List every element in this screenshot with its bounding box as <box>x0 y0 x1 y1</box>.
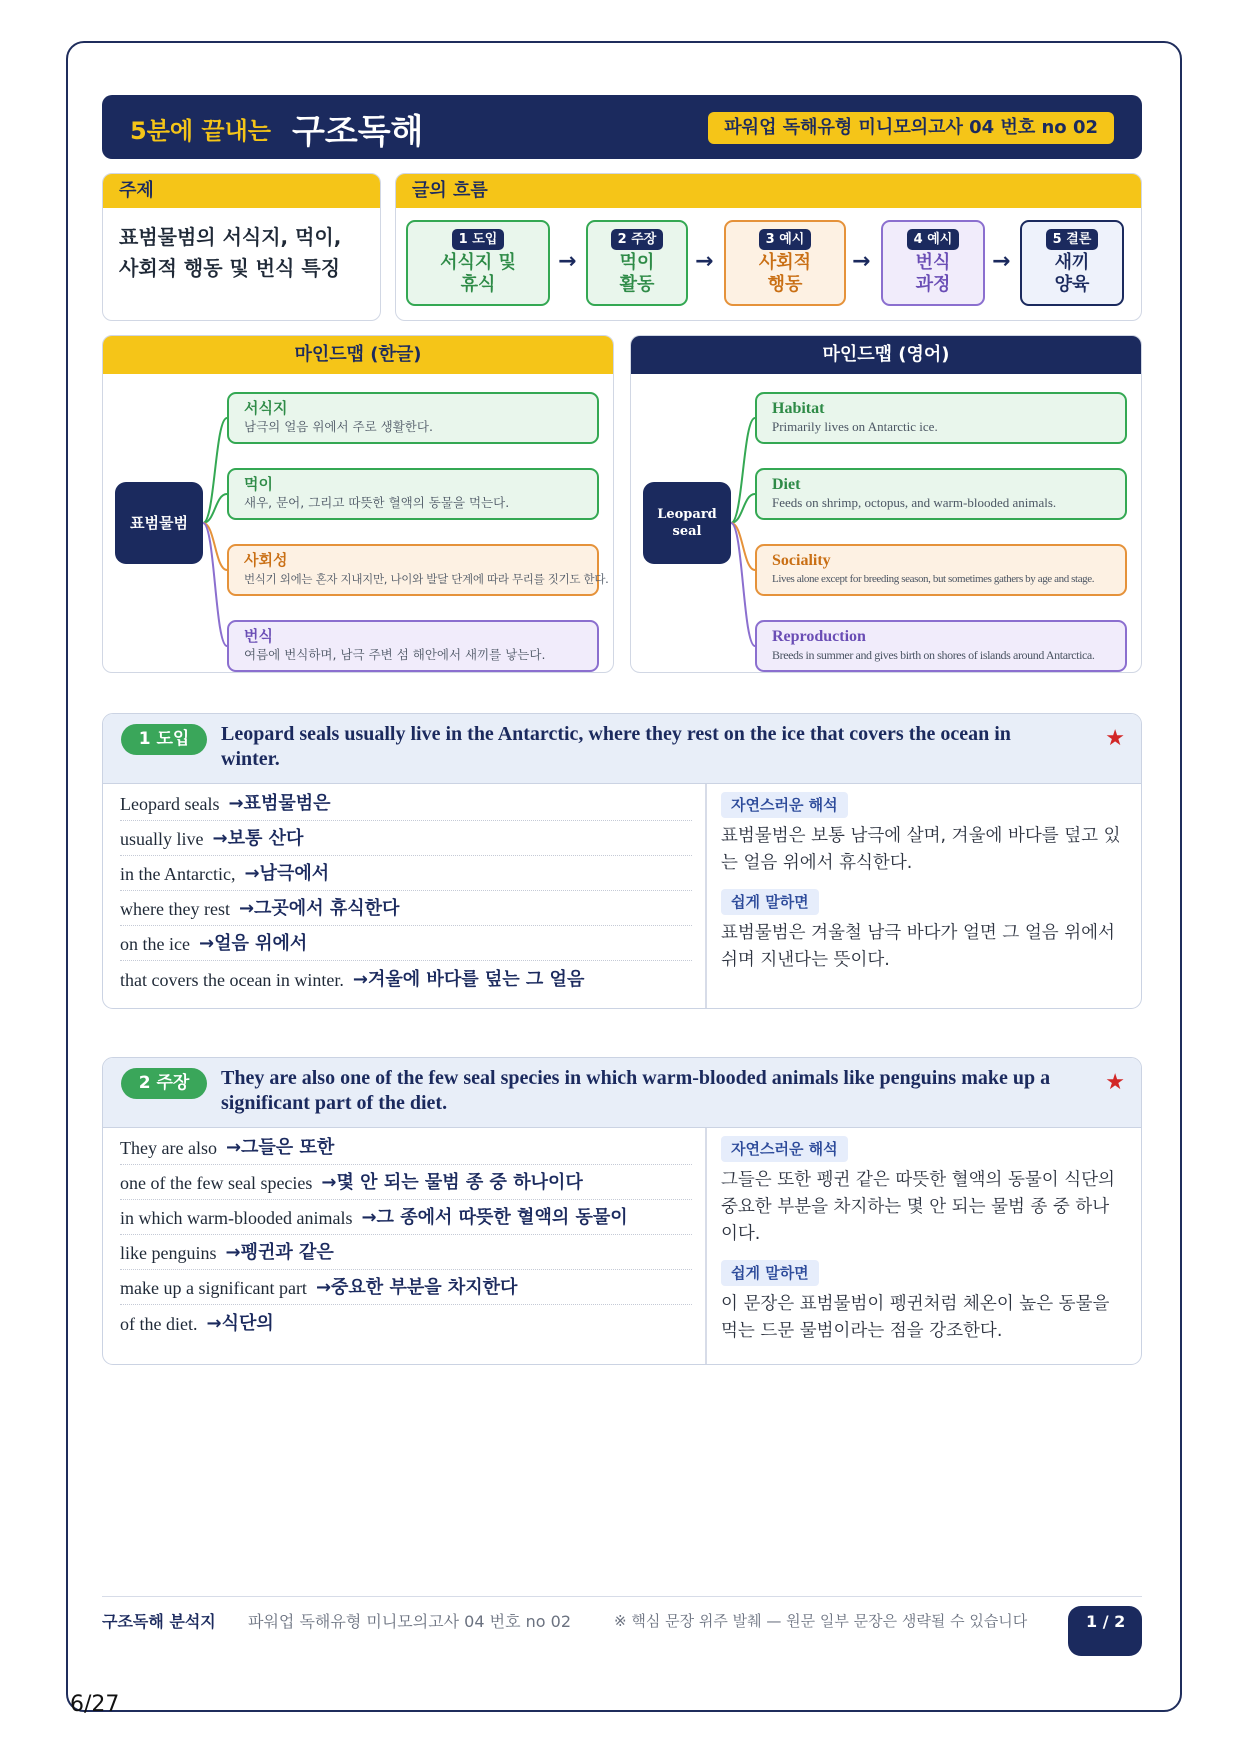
mindmap-en-heading: 마인드맵 (영어) <box>631 336 1141 374</box>
node-desc: 남극의 얼음 위에서 주로 생활한다. <box>244 419 433 434</box>
flow-heading: 글의 흐름 <box>396 174 1141 208</box>
chunk-row <box>120 1130 692 1165</box>
flow-step-tag: 4 예시 <box>907 229 960 250</box>
topic-text: 표범물범의 서식지, 먹이, 사회적 행동 및 번식 특징 <box>119 225 342 280</box>
chunk-ko: →겨울에 바다를 덮는 그 얼음 <box>352 969 585 990</box>
flow-step-tag: 3 예시 <box>759 229 812 250</box>
chunk-row <box>120 1200 692 1235</box>
node-desc: Breeds in summer and gives birth on shores of islands around Antarctica. <box>772 648 1095 662</box>
node-title: Sociality <box>772 552 831 569</box>
chunk-ko: →펭귄과 같은 <box>225 1242 334 1263</box>
chunk-en: one of the few seal species <box>120 1173 313 1193</box>
brand-title: 구조독해 <box>292 112 424 152</box>
flow-step-4 <box>881 220 985 306</box>
mindmap-en-panel <box>630 335 1142 673</box>
interpretation-column <box>721 792 1125 986</box>
sentence-header <box>103 714 1141 784</box>
mindmap-ko-node-diet <box>227 468 599 520</box>
flow-step-label: 먹이 활동 <box>619 252 655 295</box>
natural-label: 자연스러운 해석 <box>721 1136 848 1162</box>
chunk-ko: →식단의 <box>206 1313 274 1334</box>
star-icon: ★ <box>1105 1070 1125 1095</box>
node-title: 먹이 <box>244 475 273 493</box>
page-indicator: 1 / 2 <box>1068 1606 1142 1656</box>
mindmap-ko-panel <box>102 335 614 673</box>
chunk-en: They are also <box>120 1138 217 1158</box>
chunk-row <box>120 1165 692 1200</box>
chunk-list <box>120 1130 692 1340</box>
column-divider <box>705 784 707 1008</box>
mindmap-ko-node-sociality <box>227 544 609 596</box>
page-counter: 6/27 <box>70 1692 120 1717</box>
chunk-list <box>120 786 692 996</box>
chunk-row <box>120 1305 692 1340</box>
chunk-ko: →보통 산다 <box>212 828 304 849</box>
sentence-badge: 1 도입 <box>121 724 207 755</box>
mindmap-ko-heading: 마인드맵 (한글) <box>103 336 613 374</box>
chunk-row <box>120 856 692 891</box>
brand-subtitle: 5분에 끝내는 <box>130 117 271 145</box>
chunk-en: in the Antarctic, <box>120 864 236 884</box>
sentence-section-2 <box>102 1057 1142 1365</box>
star-icon: ★ <box>1105 726 1125 751</box>
easy-text: 이 문장은 표범물범이 펭귄처럼 체온이 높은 동물을 먹는 드문 물범이라는 점을 강조한다. <box>721 1294 1110 1341</box>
flow-panel <box>395 173 1142 321</box>
chunk-ko: →남극에서 <box>244 863 330 884</box>
mindmap-en-node-diet <box>755 468 1127 520</box>
node-title: Diet <box>772 476 801 493</box>
chunk-row <box>120 821 692 856</box>
chunk-ko: →중요한 부분을 차지한다 <box>315 1277 518 1298</box>
sentence-badge: 2 주장 <box>121 1068 207 1099</box>
node-desc: 새우, 문어, 그리고 따뜻한 혈액의 동물을 먹는다. <box>244 495 510 510</box>
chunk-ko: →몇 안 되는 물범 종 중 하나이다 <box>321 1172 583 1193</box>
footer-title: 구조독해 분석지 <box>102 1612 216 1631</box>
mindmap-ko-root: 표범물범 <box>115 482 203 564</box>
chunk-row <box>120 786 692 821</box>
mindmap-en-node-reproduction <box>755 620 1127 672</box>
node-title: 사회성 <box>244 551 288 569</box>
easy-label: 쉽게 말하면 <box>721 889 819 915</box>
flow-step-label: 번식 과정 <box>915 252 951 295</box>
flow-step-tag: 1 도입 <box>452 229 505 250</box>
natural-text: 그들은 또한 펭귄 같은 따뜻한 혈액의 동물이 식단의 중요한 부분을 차지하는 몇 안 되는 물범 종 중 하나이다. <box>721 1170 1115 1244</box>
chunk-row <box>120 961 692 996</box>
chunk-row <box>120 926 692 961</box>
sentence-section-1 <box>102 713 1142 1009</box>
flow-step-label: 사회적 행동 <box>758 252 812 295</box>
sentence-header <box>103 1058 1141 1128</box>
flow-step-label: 새끼 양육 <box>1054 252 1090 295</box>
sentence-text: Leopard seals usually live in the Antarctic, where they rest on the ice that covers the ocean in winter. <box>221 723 1011 770</box>
chunk-en: of the diet. <box>120 1314 198 1334</box>
flow-step-5 <box>1020 220 1124 306</box>
chunk-ko: →그들은 또한 <box>225 1137 335 1158</box>
page-footer <box>102 1596 1142 1658</box>
topic-heading: 주제 <box>103 174 380 208</box>
footer-note: ※ 핵심 문장 위주 발췌 — 원문 일부 문장은 생략될 수 있습니다 <box>614 1612 1028 1630</box>
node-title: Reproduction <box>772 628 866 645</box>
chunk-ko: →표범물범은 <box>228 793 331 814</box>
chunk-ko: →얼음 위에서 <box>198 933 308 954</box>
easy-text: 표범물범은 겨울철 남극 바다가 얼면 그 얼음 위에서 쉬며 지낸다는 뜻이다. <box>721 923 1115 970</box>
chunk-en: where they rest <box>120 899 230 919</box>
easy-label: 쉽게 말하면 <box>721 1260 819 1286</box>
flow-step-2 <box>586 220 688 306</box>
flow-step-1 <box>406 220 550 306</box>
source-badge: 파워업 독해유형 미니모의고사 04 번호 no 02 <box>708 112 1114 144</box>
node-desc: Feeds on shrimp, octopus, and warm-blooded animals. <box>772 495 1057 510</box>
chunk-row <box>120 1235 692 1270</box>
node-title: 번식 <box>244 627 273 645</box>
chunk-row <box>120 891 692 926</box>
mindmap-en-node-habitat <box>755 392 1127 444</box>
flow-arrow: → <box>992 249 1011 274</box>
interpretation-column <box>721 1136 1125 1357</box>
natural-text: 표범물범은 보통 남극에 살며, 겨울에 바다를 덮고 있는 얼음 위에서 휴식한다. <box>721 826 1121 873</box>
node-desc: 번식기 외에는 혼자 지내지만, 나이와 발달 단계에 따라 무리를 짓기도 한다. <box>244 572 609 586</box>
chunk-en: like penguins <box>120 1243 217 1263</box>
node-desc: Lives alone except for breeding season, but sometimes gathers by age and stage. <box>772 573 1095 585</box>
chunk-en: that covers the ocean in winter. <box>120 970 344 990</box>
mindmap-ko-node-reproduction <box>227 620 599 672</box>
node-title: Habitat <box>772 400 825 417</box>
chunk-en: usually live <box>120 829 204 849</box>
node-title: 서식지 <box>244 399 288 417</box>
chunk-en: make up a significant part <box>120 1278 307 1298</box>
flow-step-tag: 2 주장 <box>611 229 664 250</box>
topic-panel <box>102 173 381 321</box>
flow-arrow: → <box>695 249 714 274</box>
sentence-text: They are also one of the few seal species in which warm-blooded animals like penguins make up a significant part of the diet. <box>221 1067 1051 1114</box>
mindmap-en-node-sociality <box>755 544 1127 596</box>
chunk-en: Leopard seals <box>120 794 220 814</box>
natural-label: 자연스러운 해석 <box>721 792 848 818</box>
title-banner <box>102 95 1142 159</box>
chunk-en: on the ice <box>120 934 190 954</box>
flow-arrow: → <box>558 249 577 274</box>
flow-step-label: 서식지 및 휴식 <box>440 252 516 295</box>
chunk-en: in which warm-blooded animals <box>120 1208 353 1228</box>
mindmap-ko-node-habitat <box>227 392 599 444</box>
flow-arrow: → <box>852 249 871 274</box>
mindmap-en-root: Leopard seal <box>643 482 731 564</box>
chunk-ko: →그 종에서 따뜻한 혈액의 동물이 <box>361 1207 628 1228</box>
column-divider <box>705 1128 707 1364</box>
flow-step-3 <box>724 220 846 306</box>
footer-source: 파워업 독해유형 미니모의고사 04 번호 no 02 <box>248 1612 572 1631</box>
chunk-ko: →그곳에서 휴식한다 <box>238 898 400 919</box>
node-desc: Primarily lives on Antarctic ice. <box>772 419 938 434</box>
flow-step-tag: 5 결론 <box>1046 229 1099 250</box>
chunk-row <box>120 1270 692 1305</box>
node-desc: 여름에 번식하며, 남극 주변 섬 해안에서 새끼를 낳는다. <box>244 647 546 662</box>
